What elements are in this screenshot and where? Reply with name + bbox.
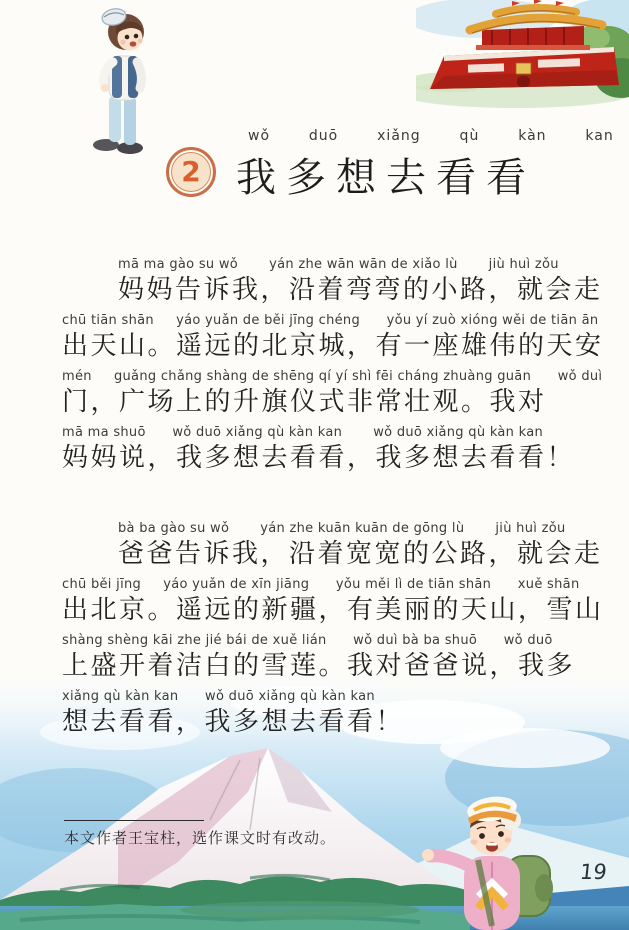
lesson-title-row (166, 128, 614, 203)
footnote-text: 本文作者王宝柱，选作课文时有改动。 (64, 829, 337, 847)
footnote (64, 820, 336, 848)
text-line (62, 312, 604, 364)
pinyin-line: mā ma gào su wǒ yán zhe wān wān de xiǎo lù jiù huì zǒu (118, 257, 559, 272)
text-line (62, 576, 604, 628)
pinyin-line: xiǎng qù kàn kan wǒ duō xiǎng qù kàn kan (62, 689, 375, 704)
pinyin-line: shàng shèng kāi zhe jié bái de xuě lián wǒ duì bà ba shuō wǒ duō (62, 633, 553, 648)
footnote-rule (64, 820, 204, 821)
lesson-number-badge: 2 (166, 147, 216, 197)
hanzi-line: 出天山。遥远的北京城，有一座雄伟的天安 (62, 331, 604, 361)
hanzi-line: 想去看看，我多想去看看！ (62, 707, 405, 737)
text-line (62, 256, 604, 308)
hanzi-line: 爸爸告诉我，沿着宽宽的公路，就会走 (118, 539, 603, 569)
lesson-text (62, 256, 604, 784)
text-line (62, 520, 604, 572)
hanzi-line: 妈妈告诉我，沿着弯弯的小路，就会走 (118, 275, 603, 305)
page-number: 19 (579, 860, 609, 884)
title-pinyin: wǒ duō xiǎng qù kàn kan (248, 128, 614, 144)
pinyin-line: bà ba gào su wǒ yán zhe kuān kuān de gōng lù jiù huì zǒu (118, 521, 566, 536)
pinyin-line: chū běi jīng yáo yuǎn de xīn jiāng yǒu měi lì de tiān shān xuě shān (62, 577, 580, 592)
pinyin-line: mén guǎng chǎng shàng de shēng qí yí shì fēi cháng zhuàng guān wǒ duì (62, 369, 603, 384)
text-line (62, 688, 604, 740)
pinyin-line: mā ma shuō wǒ duō xiǎng qù kàn kan wǒ duō xiǎng qù kàn kan (62, 425, 544, 440)
text-line (62, 368, 604, 420)
child-illustration (418, 796, 570, 930)
title-hanzi: 我多想去看看 (236, 155, 536, 201)
paragraph-2 (62, 520, 604, 740)
tiananmen-illustration (416, 0, 629, 108)
lesson-title (236, 128, 614, 203)
text-line (62, 632, 604, 684)
hanzi-line: 妈妈说，我多想去看看，我多想去看看！ (62, 443, 576, 473)
hanzi-line: 上盛开着洁白的雪莲。我对爸爸说，我多 (62, 651, 576, 681)
hanzi-line: 出北京。遥远的新疆，有美丽的天山，雪山 (62, 595, 604, 625)
boy-illustration (76, 4, 174, 154)
hanzi-line: 门，广场上的升旗仪式非常壮观。我对 (62, 387, 547, 417)
pinyin-line: chū tiān shān yáo yuǎn de běi jīng chéng yǒu yí zuò xióng wěi de tiān ān (62, 313, 599, 328)
paragraph-1 (62, 256, 604, 476)
text-line (62, 424, 604, 476)
